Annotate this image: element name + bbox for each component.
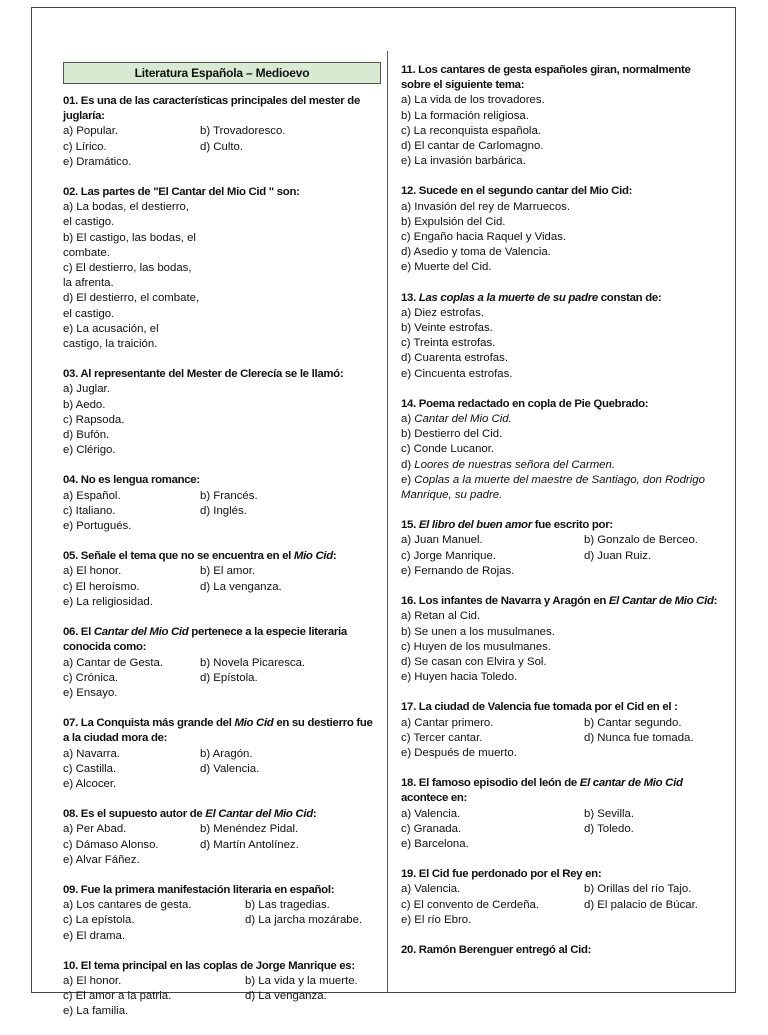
question-block [63,367,381,458]
option-row [63,913,381,928]
option-row [401,670,721,685]
answer-option: e) Dramático. [63,155,132,168]
option-row [401,913,721,928]
answer-option-prefix: b) Destierro del Cid. [401,428,503,441]
option-row [63,504,381,519]
answer-option: b) Gonzalo de Berceo. [584,534,698,547]
option-row [401,260,721,275]
answer-option: c) La epístola. [63,914,135,927]
answer-option: a) El honor. [63,974,122,987]
answer-option: a) Per Abad. [63,823,127,836]
answer-option: a) Juan Manuel. [401,534,483,547]
option-row [63,489,381,504]
answer-option: e) Alvar Fáñez. [63,853,140,866]
question-block [401,291,721,382]
answer-option: b) Cantar segundo. [584,716,682,729]
question-text-part: 07. La Conquista más grande del [63,717,235,730]
answer-option: e) El río Ebro. [401,913,472,926]
answer-option: e) La invasión barbárica. [401,155,526,168]
question-block [401,700,721,761]
option-row [401,549,721,564]
answer-option: a) Valencia. [401,883,461,896]
option-row [401,898,721,913]
option-row [401,200,721,215]
question-text-italic: Las coplas a la muerte de su padre [418,291,598,304]
option-row [401,245,721,260]
answer-option-prefix: c) Conde Lucanor. [401,443,495,456]
answer-option: b) Trovadoresco. [200,125,286,138]
option-row [401,640,721,655]
option-row [63,686,381,701]
answer-option: c) La reconquista española. [401,124,541,137]
answer-option: b) Veinte estrofas. [401,322,493,335]
answer-option: d) Inglés. [200,504,247,517]
answer-option: b) Expulsión del Cid. [401,215,506,228]
page-title: Literatura Española – Medioevo [63,62,381,84]
answer-option: d) Toledo. [584,822,634,835]
question-block [401,397,721,503]
option-row [63,747,381,762]
answer-option-prefix: d) [401,458,415,471]
right-column [401,63,721,973]
answer-option: d) Culto. [200,140,244,153]
answer-option: b) El castigo, las bodas, el combate. [63,231,196,259]
option-row [63,929,381,944]
option-row [63,382,381,397]
answer-option: e) Después de muerto. [401,746,517,759]
option-row [63,155,381,170]
question-text-part: pertenece a la especie literaria conocida como: [63,626,347,654]
answer-option: b) Novela Picaresca. [200,656,306,669]
answer-option [401,458,721,473]
option-row [63,519,381,534]
question-block [401,184,721,275]
answer-option: a) La bodas, el destierro, el castigo. [63,201,190,229]
option-row [63,398,381,413]
option-row [401,746,721,761]
question-text-part: 13. [401,291,419,304]
answer-option: d) La venganza. [245,990,327,1003]
question-block [63,883,381,944]
option-row [63,853,381,868]
question-text: 01. Es una de las características principales del mester de juglaría: [63,95,360,123]
question-text-italic: El Cantar del Mio Cid [205,808,313,821]
left-column [63,62,381,1035]
option-row [63,656,381,671]
answer-option: c) Castilla. [63,762,117,775]
answer-option: b) Se unen a los musulmanes. [401,625,555,638]
question-block [401,594,721,685]
answer-option: c) El convento de Cerdeña. [401,898,540,911]
question-text-part: fue escrito por: [531,519,613,532]
option-row [401,655,721,670]
answer-option: d) Martín Antolínez. [200,838,299,851]
option-row [63,322,381,352]
question-block [63,549,381,610]
answer-option: a) Los cantares de gesta. [63,899,192,912]
question-text-part: 16. Los infantes de Navarra y Aragón en [401,595,609,608]
answer-option: e) Alcocer. [63,777,117,790]
option-row [401,230,721,245]
answer-option: d) Bufón. [63,429,110,442]
question-text-italic: El libro del buen amor [418,519,532,532]
answer-option: d) La venganza. [200,580,282,593]
answer-option-italic: Loores de nuestras señora del Carmen. [414,458,616,471]
question-text [63,807,381,822]
question-text-part: : [332,550,337,563]
answer-option: d) El cantar de Carlomagno. [401,140,544,153]
question-text: 03. Al representante del Mester de Clerecía se le llamó: [63,368,344,381]
option-row [63,261,381,291]
question-block [401,943,721,958]
question-text [401,291,721,306]
answer-option: e) Barcelona. [401,837,469,850]
answer-option: c) Crónica. [63,671,119,684]
question-block [401,63,721,169]
answer-option: b) La formación religiosa. [401,109,529,122]
answer-option: a) El honor. [63,565,122,578]
question-text-part: : [312,808,317,821]
option-row [63,124,381,139]
option-row [63,428,381,443]
answer-option: c) Treinta estrofas. [401,337,496,350]
answer-option: e) Clérigo. [63,444,116,457]
option-row [63,974,381,989]
answer-option: e) Cincuenta estrofas. [401,367,513,380]
option-row [401,533,721,548]
answer-option: b) La vida y la muerte. [245,974,358,987]
answer-option: d) Nunca fue tomada. [584,731,694,744]
question-text-part: 05. Señale el tema que no se encuentra en el [63,550,294,563]
question-block [401,867,721,928]
answer-option: c) Huyen de los musulmanes. [401,640,552,653]
option-row [63,838,381,853]
answer-option: c) Jorge Manrique. [401,549,496,562]
answer-option: e) Huyen hacia Toledo. [401,671,518,684]
answer-option: a) Popular. [63,125,119,138]
answer-option: d) La jarcha mozárabe. [245,914,363,927]
question-text [63,549,381,564]
question-text-part: 08. Es el supuesto autor de [63,808,206,821]
answer-option: b) Aragón. [200,747,253,760]
answer-option: c) El amor a la patria. [63,990,172,1003]
option-row [63,291,381,321]
option-row [401,306,721,321]
option-row [63,231,381,261]
answer-option: c) El destierro, las bodas, la afrenta. [63,262,192,290]
answer-option: c) Dámaso Alonso. [63,838,159,851]
option-row [401,716,721,731]
question-text: 10. El tema principal en las coplas de Jorge Manrique es: [63,959,355,972]
answer-option: e) La religiosidad. [63,595,153,608]
answer-option: c) Rapsoda. [63,413,125,426]
option-row [63,671,381,686]
question-text: 09. Fue la primera manifestación literaria en español: [63,883,335,896]
option-row [401,564,721,579]
option-row [401,807,721,822]
question-text: 12. Sucede en el segundo cantar del Mio Cid: [401,185,633,198]
question-block [63,959,381,1020]
question-text: 14. Poema redactado en copla de Pie Quebrado: [401,397,649,410]
question-block [63,625,381,701]
question-text: 11. Los cantares de gesta españoles giran, normalmente sobre el siguiente tema: [401,64,691,92]
option-row [63,762,381,777]
answer-option: a) Español. [63,489,121,502]
option-row [401,822,721,837]
option-row [401,609,721,624]
question-text: 17. La ciudad de Valencia fue tomada por el Cid en el : [401,701,678,714]
answer-option: c) Lírico. [63,140,107,153]
answer-option: b) Orillas del río Tajo. [584,883,692,896]
question-block [63,185,381,352]
answer-option: d) Epístola. [200,671,258,684]
answer-option-italic: Cantar del Mio Cid. [414,413,512,426]
answer-option: a) Cantar primero. [401,716,494,729]
option-row [63,822,381,837]
answer-option [401,473,721,503]
option-row [401,93,721,108]
answer-option-italic: Coplas a la muerte del maestre de Santiago, don Rodrigo Manrique, su padre. [401,473,705,502]
answer-option: c) El heroísmo. [63,580,140,593]
answer-option [401,412,721,427]
option-row [401,215,721,230]
option-row [63,898,381,913]
option-row [401,139,721,154]
question-block [63,473,381,534]
question-text-italic: El cantar de Mio Cid [579,777,683,790]
option-row [63,413,381,428]
option-row [63,777,381,792]
answer-option: c) Tercer cantar. [401,731,483,744]
answer-option-prefix: e) [401,473,415,486]
answer-option: a) Valencia. [401,807,461,820]
question-text: 19. El Cid fue perdonado por el Rey en: [401,868,602,881]
question-block [401,776,721,852]
option-row [401,625,721,640]
question-text [63,716,381,746]
answer-option: a) Retan al Cid. [401,610,481,623]
answer-option: e) La familia. [63,1005,129,1018]
option-row [401,351,721,366]
answer-option: e) Fernando de Rojas. [401,564,515,577]
answer-option-prefix: a) [401,413,415,426]
answer-option: d) El destierro, el combate, el castigo. [63,292,200,320]
option-row [63,140,381,155]
option-row [401,367,721,382]
answer-option: e) Muerte del Cid. [401,261,492,274]
question-text-italic: Mio Cid [293,550,333,563]
answer-option: d) Cuarenta estrofas. [401,352,508,365]
answer-option: a) Diez estrofas. [401,306,484,319]
answer-option: d) Se casan con Elvira y Sol. [401,655,547,668]
answer-option: e) El drama. [63,929,126,942]
question-text: 04. No es lengua romance: [63,474,200,487]
question-text-part: 06. El [63,626,94,639]
question-text-italic: Cantar del Mio Cid [93,626,189,639]
answer-option: b) Sevilla. [584,807,635,820]
option-row [401,882,721,897]
question-text [63,625,381,655]
answer-option: c) Italiano. [63,504,116,517]
column-divider [387,51,388,993]
option-row [401,321,721,336]
answer-option: a) Juglar. [63,383,110,396]
answer-option [401,442,721,457]
question-text: 02. Las partes de "El Cantar del Mio Cid " son: [63,186,300,199]
question-block [401,518,721,579]
answer-option: a) Invasión del rey de Marruecos. [401,200,571,213]
answer-option: a) Navarra. [63,747,120,760]
option-row [401,124,721,139]
question-text-part: : [713,595,718,608]
answer-option: e) Portugués. [63,520,132,533]
answer-option: b) Las tragedias. [245,899,330,912]
question-text-italic: El Cantar de Mio Cid [608,595,714,608]
option-row [63,200,381,230]
answer-option: b) Francés. [200,489,258,502]
answer-option: c) Granada. [401,822,462,835]
answer-option: b) Aedo. [63,398,106,411]
answer-option [401,427,721,442]
option-row [63,989,381,1004]
option-row [401,837,721,852]
answer-option: d) Juan Ruiz. [584,549,652,562]
question-text [401,776,721,806]
question-text-italic: Mio Cid [234,717,274,730]
option-row [401,109,721,124]
option-row [63,443,381,458]
answer-option: d) El palacio de Búcar. [584,898,698,911]
answer-option: a) La vida de los trovadores. [401,94,545,107]
question-text: 20. Ramón Berenguer entregó al Cid: [401,943,592,956]
question-text-part: acontece en: [401,792,468,805]
option-row [63,1004,381,1019]
answer-option: b) El amor. [200,565,256,578]
question-text [401,518,721,533]
question-text [401,594,721,609]
answer-option: c) Engaño hacia Raquel y Vidas. [401,231,567,244]
option-row [401,731,721,746]
question-block [63,716,381,792]
option-row [63,564,381,579]
question-text-part: en su destierro fue a la ciudad mora de: [63,717,373,745]
answer-option: e) Ensayo. [63,686,118,699]
question-text-part: 15. [401,519,419,532]
answer-option: e) La acusación, el castigo, la traición. [63,322,159,351]
question-block [63,807,381,868]
question-text-part: 18. El famoso episodio del león de [401,777,580,790]
option-row [401,154,721,169]
question-text-part: constan de: [597,291,662,304]
answer-option: b) Menéndez Pidal. [200,823,299,836]
option-row [63,595,381,610]
option-row [63,580,381,595]
option-row [401,336,721,351]
answer-option: a) Cantar de Gesta. [63,656,164,669]
answer-option: d) Asedio y toma de Valencia. [401,246,551,259]
question-block [63,94,381,170]
answer-option: d) Valencia. [200,762,260,775]
